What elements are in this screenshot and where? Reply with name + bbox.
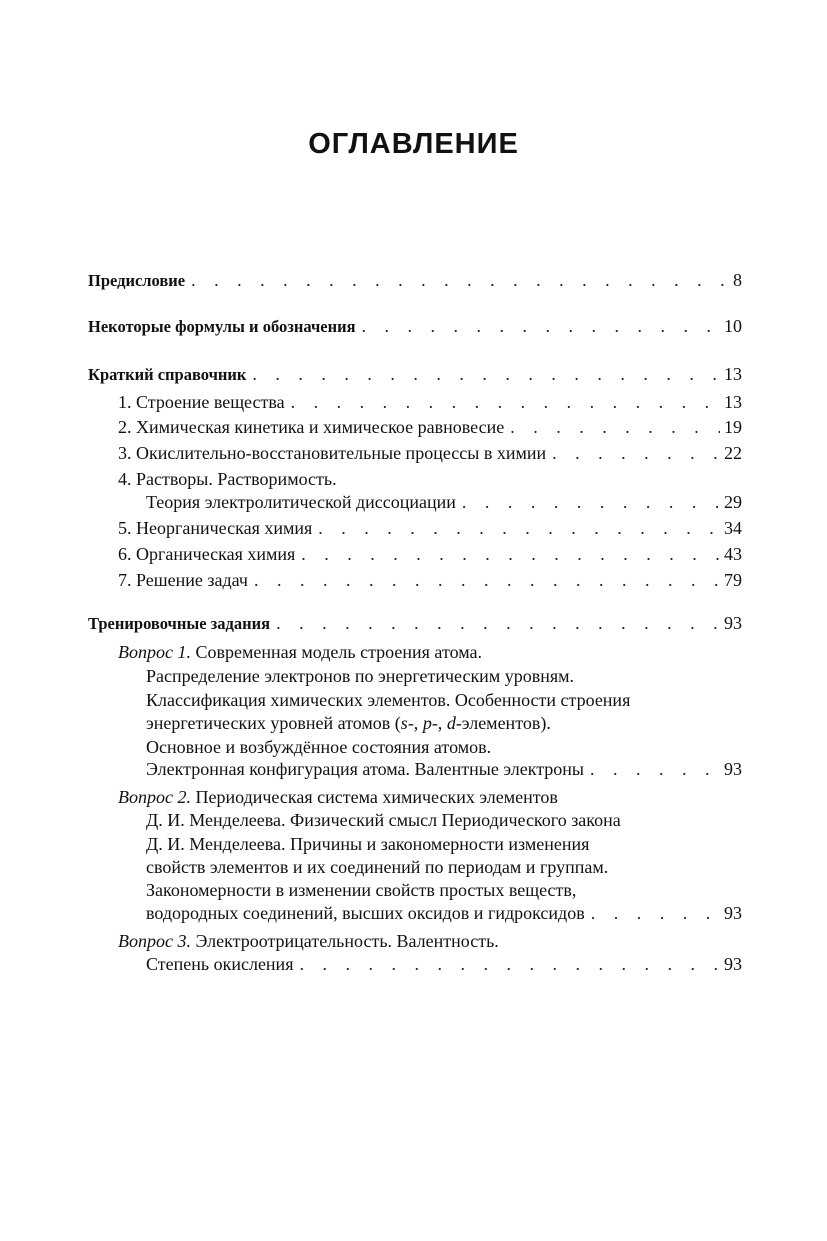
toc-entry-kinetics[interactable] — [118, 415, 742, 439]
dot-leader — [276, 611, 720, 635]
entry-title: Тренировочные задания — [88, 614, 271, 633]
toc-entry-question-3[interactable] — [118, 929, 499, 953]
dot-leader — [291, 390, 720, 414]
dot-leader — [362, 314, 720, 338]
entry-title: водородных соединений, высших оксидов и гидроксидов — [146, 903, 585, 923]
toc-entry-organic[interactable] — [118, 542, 742, 566]
page-number: 22 — [724, 443, 742, 463]
question-label: Вопрос 3. — [118, 931, 191, 951]
page-number: 34 — [724, 518, 742, 538]
dot-leader — [254, 568, 720, 592]
dot-leader — [591, 901, 720, 925]
question-label: Вопрос 1. — [118, 642, 191, 662]
page-number: 10 — [724, 316, 742, 336]
entry-title: Степень окисления — [146, 954, 294, 974]
question-1-line-4: энергетических уровней атомов (s-, p-, d-элементов). — [146, 713, 551, 733]
entry-title: Предисловие — [88, 271, 186, 290]
dot-leader — [191, 268, 729, 292]
page-number: 13 — [724, 392, 742, 412]
dot-leader — [299, 952, 720, 976]
question-title: Электроотрицательность. Валентность. — [190, 931, 499, 951]
entry-title: Теория электролитической диссоциации — [146, 492, 456, 512]
toc-entry-solutions-line1[interactable]: 4. Растворы. Растворимость. — [118, 469, 337, 489]
question-2-last-line — [146, 901, 742, 925]
toc-entry-redox[interactable] — [118, 441, 742, 465]
toc-entry-structure[interactable] — [118, 390, 742, 414]
dot-leader — [301, 542, 720, 566]
question-1-line-5: Основное и возбуждённое состояния атомов. — [146, 737, 492, 757]
dot-leader — [510, 415, 720, 439]
toc-entry-training[interactable] — [88, 611, 742, 636]
toc-entry-question-1[interactable] — [118, 640, 482, 664]
page-number: 79 — [724, 570, 742, 590]
page-number: 43 — [724, 544, 742, 564]
page-number: 13 — [724, 364, 742, 384]
toc-entry-preface[interactable] — [88, 268, 742, 293]
question-2-line-2: Д. И. Менделеева. Физический смысл Периодического закона — [146, 810, 621, 830]
question-1-line-2: Распределение электронов по энергетическим уровням. — [146, 666, 575, 686]
question-1-line-3: Классификация химических элементов. Особенности строения — [146, 690, 631, 710]
dot-leader — [590, 757, 720, 781]
page-number: 93 — [724, 903, 742, 923]
page-number: 93 — [724, 954, 742, 974]
entry-title: 1. Строение вещества — [118, 392, 285, 412]
question-2-line-4: свойств элементов и их соединений по периодам и группам. — [146, 857, 609, 877]
entry-title: 5. Неорганическая химия — [118, 518, 313, 538]
toc-entry-handbook[interactable] — [88, 362, 742, 387]
question-label: Вопрос 2. — [118, 787, 191, 807]
entry-title: Краткий справочник — [88, 365, 247, 384]
dot-leader — [552, 441, 720, 465]
dot-leader — [252, 362, 720, 386]
page-title: ОГЛАВЛЕНИЕ — [308, 128, 519, 160]
page-number: 93 — [724, 759, 742, 779]
dot-leader — [462, 490, 720, 514]
entry-title: 2. Химическая кинетика и химическое равновесие — [118, 417, 505, 437]
question-title: Современная модель строения атома. — [190, 642, 482, 662]
toc-entry-problems[interactable] — [118, 568, 742, 592]
toc-entry-question-2[interactable] — [118, 785, 558, 809]
page-number: 8 — [733, 270, 742, 290]
page-number: 29 — [724, 492, 742, 512]
entry-title: 7. Решение задач — [118, 570, 248, 590]
entry-title: 6. Органическая химия — [118, 544, 296, 564]
question-3-last-line — [146, 952, 742, 976]
toc-entry-formulas[interactable] — [88, 314, 742, 339]
toc-entry-inorganic[interactable] — [118, 516, 742, 540]
page-number: 19 — [724, 417, 742, 437]
question-title: Периодическая система химических элементов — [190, 787, 558, 807]
entry-title: 3. Окислительно-восстановительные процессы в химии — [118, 443, 547, 463]
entry-title: Некоторые формулы и обозначения — [88, 317, 356, 336]
page-number: 93 — [724, 613, 742, 633]
dot-leader — [318, 516, 720, 540]
question-2-line-5: Закономерности в изменении свойств простых веществ, — [146, 880, 577, 900]
toc-entry-solutions[interactable] — [146, 490, 742, 514]
entry-title: Электронная конфигурация атома. Валентные электроны — [146, 759, 585, 779]
question-1-last-line — [146, 757, 742, 781]
question-2-line-3: Д. И. Менделеева. Причины и закономерности изменения — [146, 834, 590, 854]
